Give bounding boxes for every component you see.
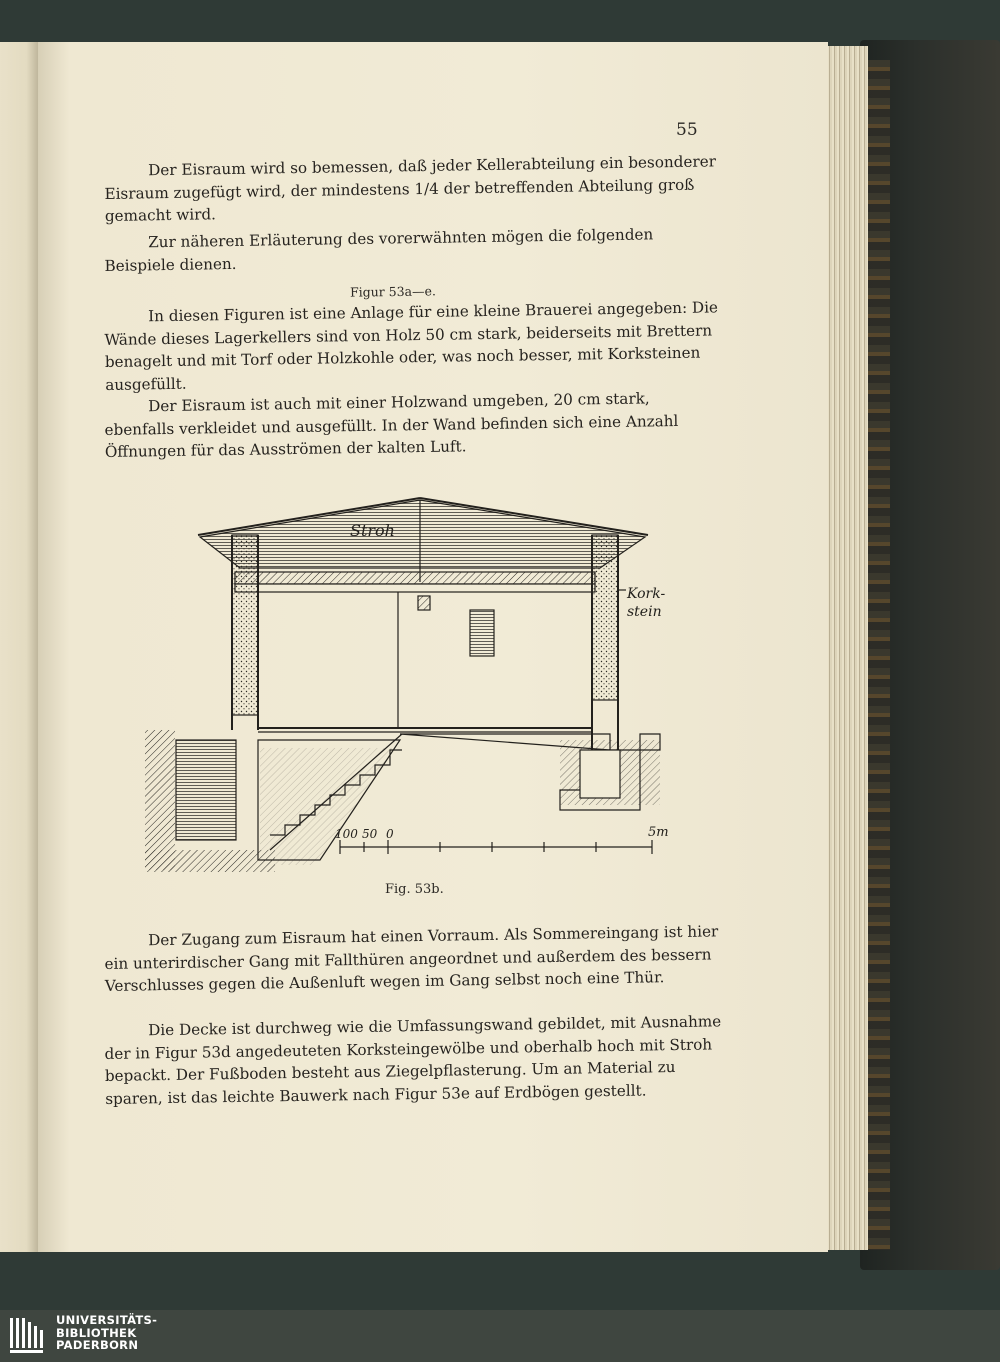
paragraph-1 — [104, 150, 725, 228]
page-number: 55 — [676, 120, 698, 140]
left-page-edge — [0, 42, 38, 1252]
korkstein-label-1: Kork- — [627, 586, 666, 602]
paragraph-5-text: Der Zugang zum Eisraum hat einen Vorraum. Als Sommereingang ist hier ein unterirdischer Gang mit Fallthüren angeordnet und außerdem des bessern Verschlusses gegen die Außenluft wegen im Gang selbst noch eine Thür. — [104, 922, 719, 996]
figure-reference: Figur 53a—e. — [349, 283, 437, 300]
figure-caption: Fig. 53b. — [385, 882, 444, 897]
paragraph-5 — [104, 920, 725, 998]
library-name-line1: UNIVERSITÄTS- — [56, 1313, 158, 1327]
scale-label-50: 50 — [362, 827, 378, 841]
paragraph-6 — [104, 1010, 725, 1110]
cellar-section-drawing — [140, 490, 680, 890]
page-stack-edges — [822, 46, 868, 1250]
paragraph-3-text: In diesen Figuren ist eine Anlage für eine kleine Brauerei angegeben: Die Wände dieses Lagerkellers sind von Holz 50 cm stark, beiderseits mit Brettern benagelt und mit Torf oder Holzkohle oder, was noch besser, mit Korksteinen ausgefüllt. — [104, 298, 719, 394]
library-name — [56, 1314, 157, 1352]
stroh-label: Stroh — [350, 521, 395, 540]
scale-label-100: 100 — [335, 827, 358, 841]
paragraph-1-text: Der Eisraum wird so bemessen, daß jeder Kellerabteilung ein besonderer Eisraum zugefügt wird, der mindestens 1/4 der betreffenden Abteilung groß gemacht wird. — [104, 152, 717, 226]
paragraph-4 — [104, 386, 725, 464]
library-logo-icon — [10, 1316, 46, 1356]
paragraph-4-text: Der Eisraum ist auch mit einer Holzwand umgeben, 20 cm stark, ebenfalls verkleidet und ausgefüllt. In der Wand befinden sich eine Anzahl Öffnungen für das Ausströmen der kalten Luft. — [104, 389, 679, 462]
paragraph-2-text: Zur näheren Erläuterung des vorerwähnten mögen die folgenden Beispiele dienen. — [104, 225, 654, 275]
scale-label-5m: 5m — [648, 825, 669, 840]
paragraph-3 — [104, 296, 725, 396]
paragraph-6-text: Die Decke ist durchweg wie die Umfassungswand gebildet, mit Ausnahme der in Figur 53d angedeuteten Korksteingewölbe und oberhalb hoch mit Stroh bepackt. Der Fußboden besteht aus Ziegelpflasterung. Um an Material zu sparen, ist das leichte Bauwerk nach Figur 53e auf Erdbögen gestellt. — [104, 1012, 722, 1108]
korkstein-label-2: stein — [627, 604, 662, 620]
library-name-line2: BIBLIOTHEK — [56, 1325, 137, 1340]
scale-label-0: 0 — [386, 827, 394, 841]
cover-marbling — [868, 60, 890, 1250]
library-name-line3: PADERBORN — [56, 1338, 139, 1352]
